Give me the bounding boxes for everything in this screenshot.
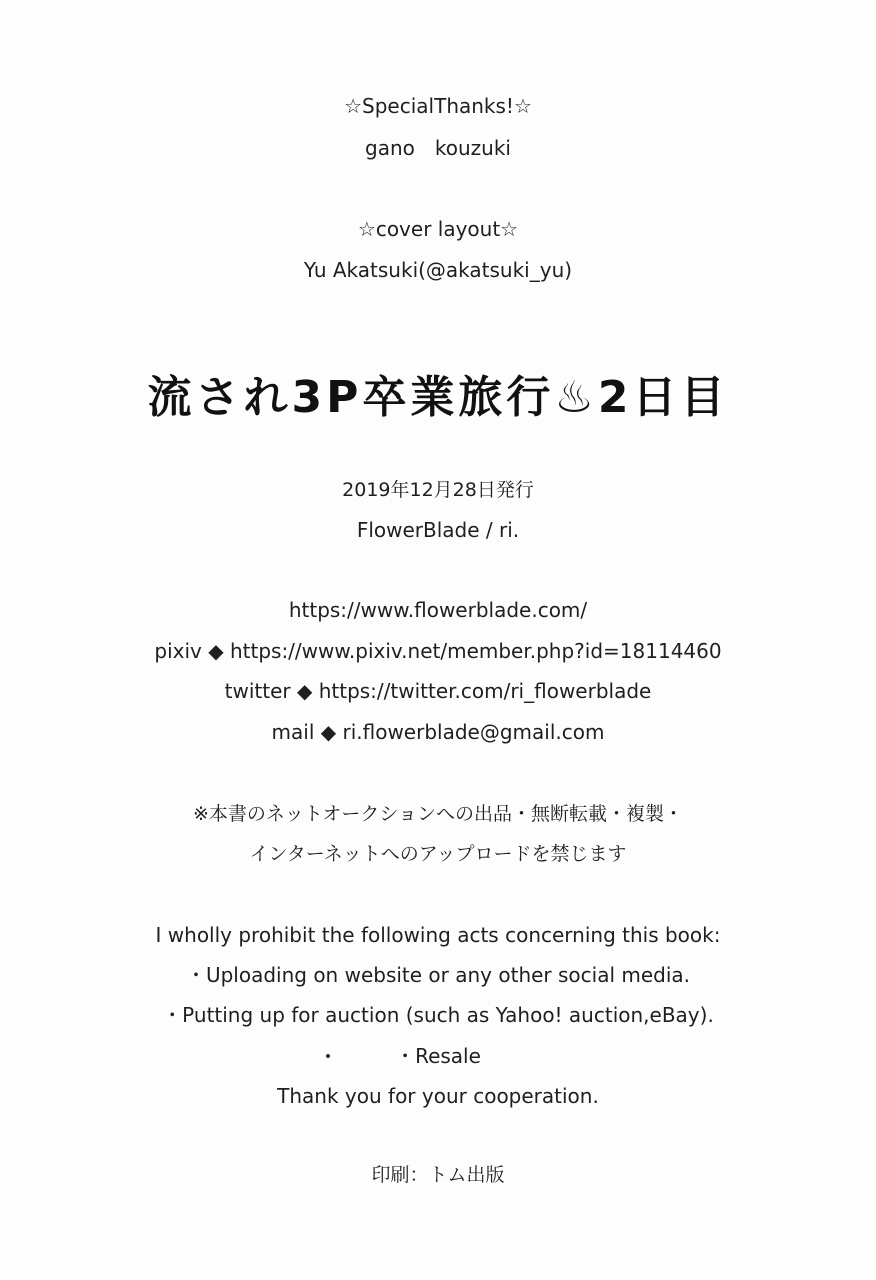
notice-en-thanks: Thank you for your cooperation. xyxy=(277,1084,599,1108)
twitter-link: twitter ◆ https://twitter.com/ri_flowerblade xyxy=(224,679,652,703)
notice-en-item-upload: ・Uploading on website or any other social media. xyxy=(185,963,691,987)
cover-layout-heading: ☆cover layout☆ xyxy=(357,217,519,241)
notice-en-intro: I wholly prohibit the following acts concerning this book: xyxy=(155,923,721,947)
special-thanks-names: gano kouzuki xyxy=(365,136,511,160)
cover-layout-credit: Yu Akatsuki(@akatsuki_yu) xyxy=(303,258,573,282)
printer-credit: 印刷：トム出版 xyxy=(371,1164,505,1186)
book-title: 流され3P卒業旅行♨2日目 xyxy=(147,372,729,423)
notice-en-item-auction: ・Putting up for auction (such as Yahoo! auction,eBay). xyxy=(162,1003,714,1027)
publisher: FlowerBlade / ri. xyxy=(356,518,520,542)
special-thanks-heading: ☆SpecialThanks!☆ xyxy=(344,94,532,118)
notice-jp-line1: ※本書のネットオークションへの出品・無断転載・複製・ xyxy=(193,803,683,825)
mail-address: mail ◆ ri.flowerblade@gmail.com xyxy=(271,720,605,744)
stray-dot xyxy=(326,1054,330,1058)
notice-en-item-resale: ・Resale xyxy=(395,1044,481,1068)
website-link: https://www.flowerblade.com/ xyxy=(288,598,588,622)
notice-jp-line2: インターネットへのアップロードを禁じます xyxy=(249,843,627,865)
issue-date: 2019年12月28日発行 xyxy=(342,479,534,501)
pixiv-link: pixiv ◆ https://www.pixiv.net/member.php?id=18114460 xyxy=(154,639,722,663)
